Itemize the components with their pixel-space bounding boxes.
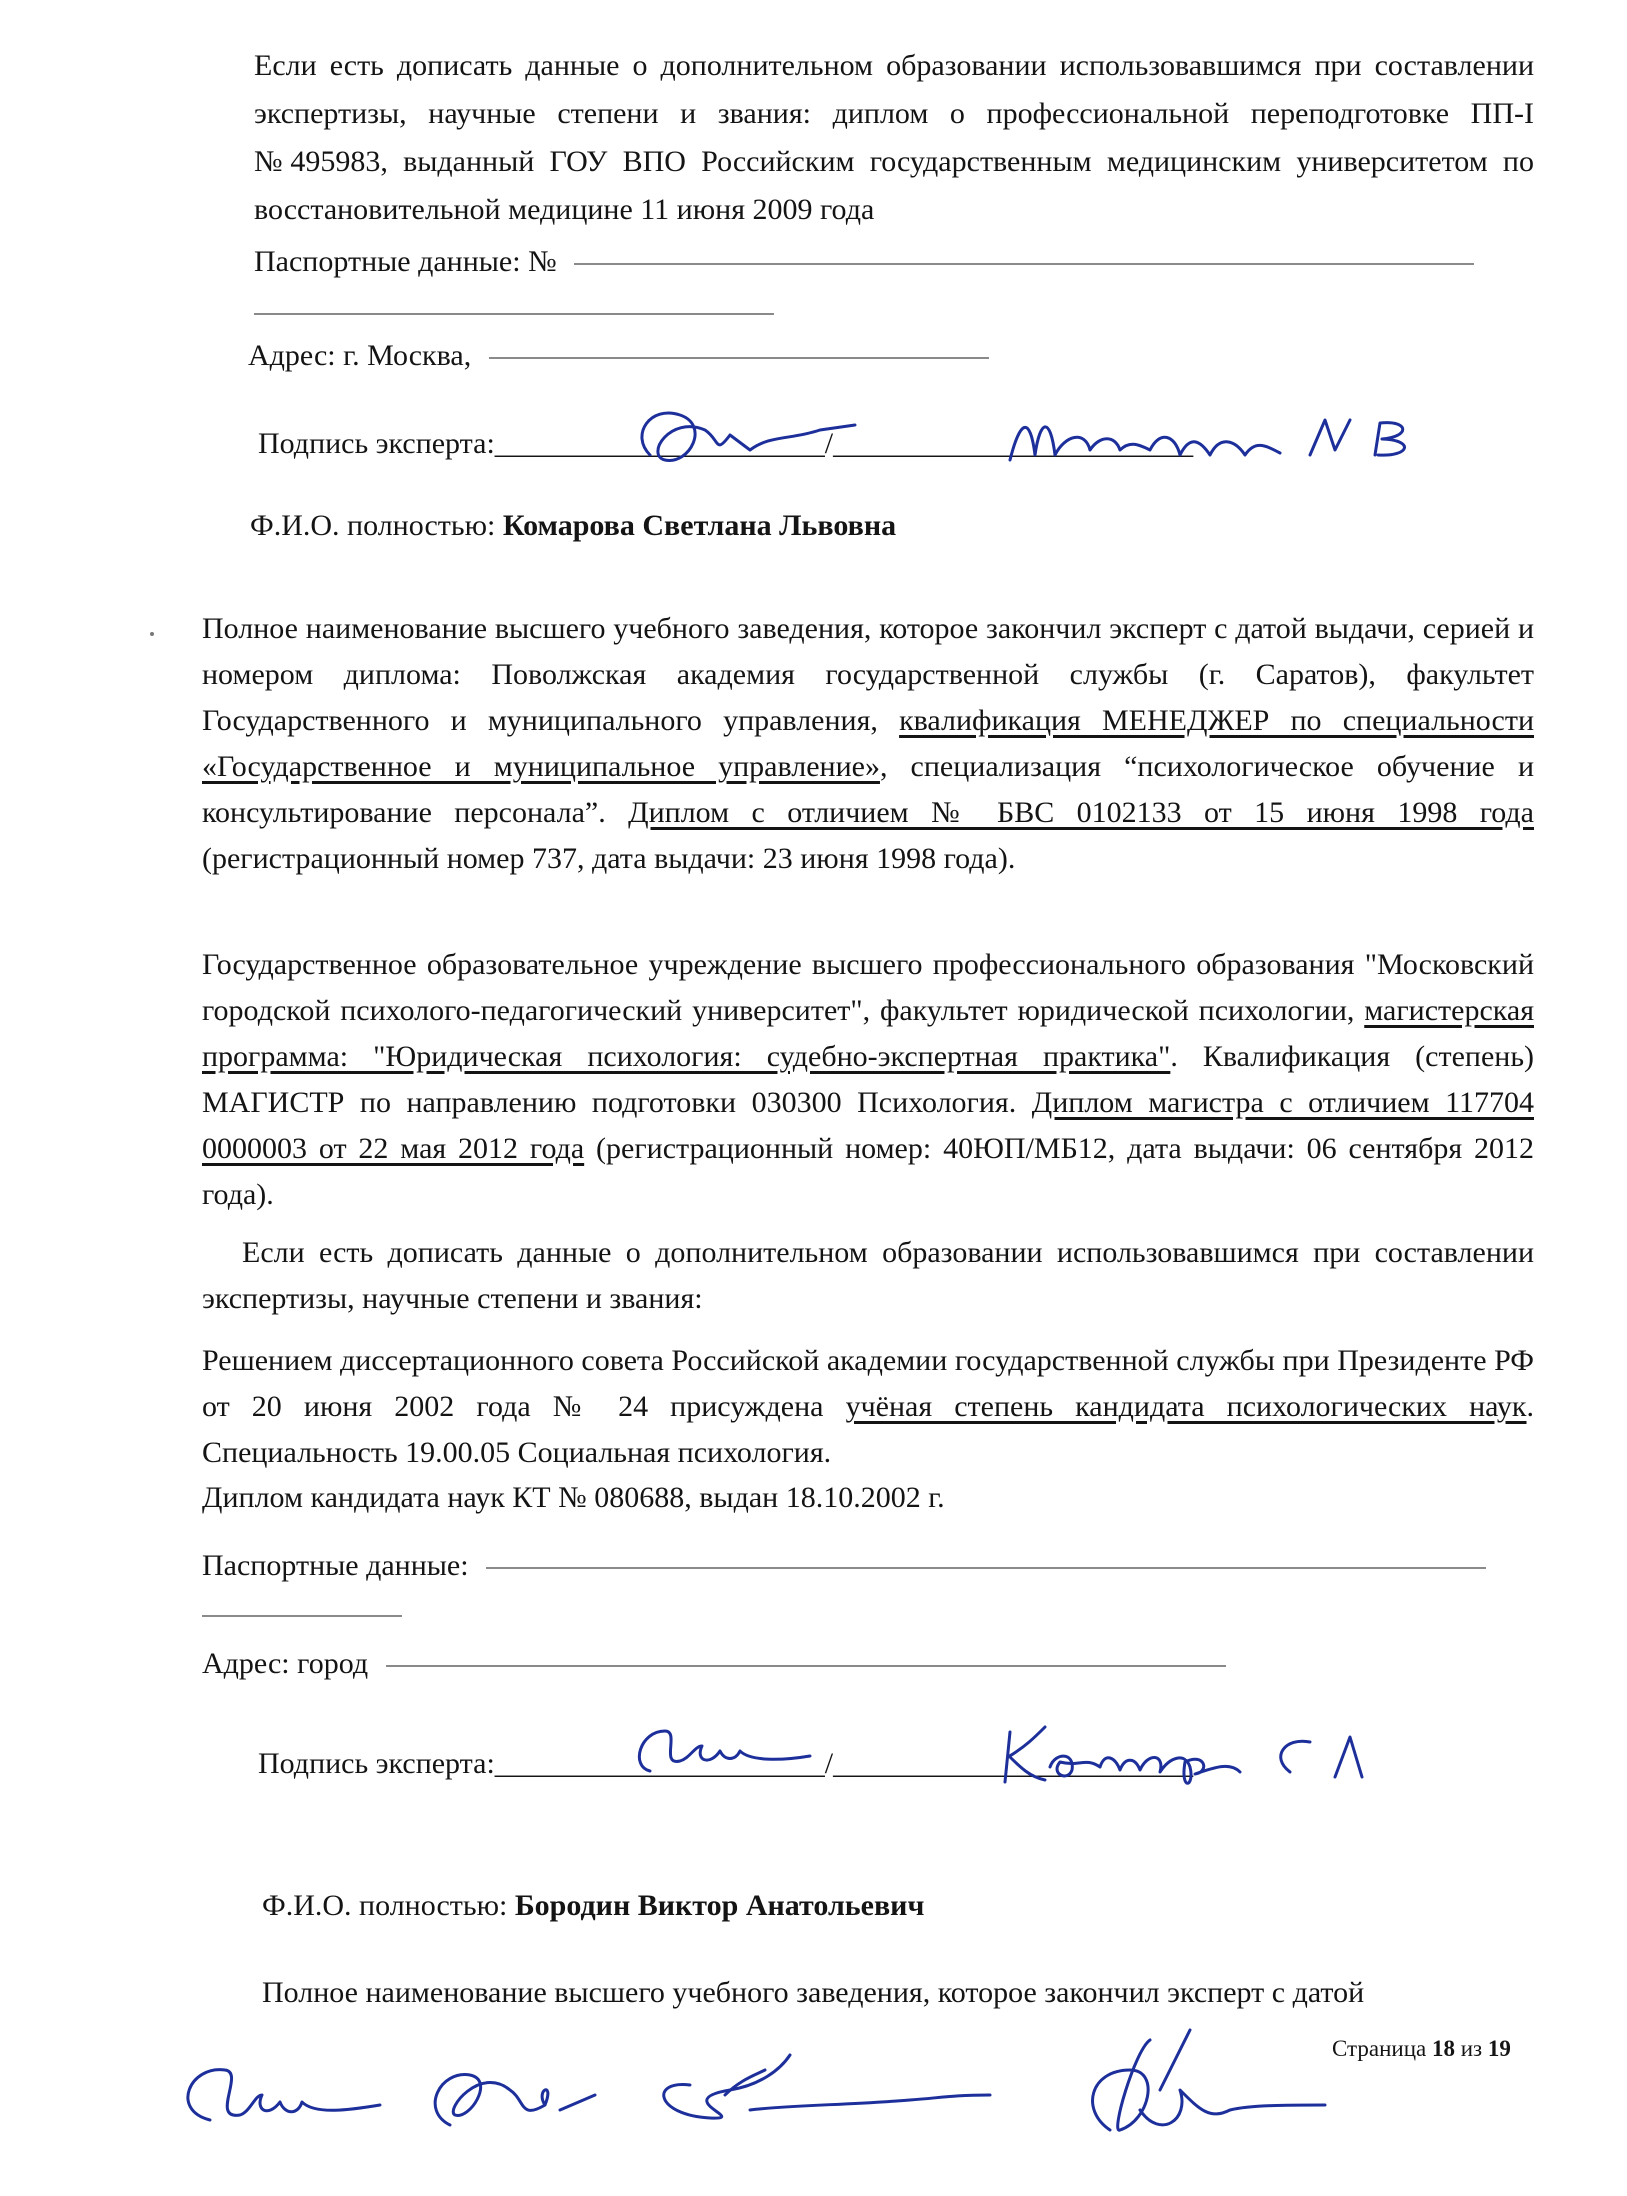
text-segment: (регистрационный номер 737, дата выдачи: 23 июня 1998 года). — [202, 842, 1016, 875]
expert3-fio-label: Ф.И.О. полностью: — [262, 1889, 508, 1922]
expert1-handwritten-name — [990, 395, 1450, 485]
signature-dash-line: ______________________/________________________ — [494, 1747, 1194, 1780]
redacted-text — [489, 351, 989, 365]
text-segment: Государственное образовательное учреждение высшего профессионального образования "Московский городской психолого-педагогический университет", факультет юридической психологии, — [202, 948, 1534, 1027]
redacted-text — [574, 257, 1474, 271]
expert2-diploma: Диплом кандидата наук КТ № 080688, выдан 18.10.2002 г. — [202, 1481, 945, 1514]
text-segment: , специализация “психологическое обучение и консультирование персонала”. — [202, 750, 1534, 829]
expert3-education-start: Полное наименование высшего учебного заведения, которое закончил эксперт с датой — [262, 1976, 1365, 2009]
redacted-text — [486, 1561, 1486, 1575]
expert2-address-label: Адрес: город — [202, 1647, 369, 1680]
expert2-signature-label: Подпись эксперта: — [258, 1747, 495, 1780]
expert1-address-label: Адрес: г. Москва, — [248, 339, 472, 372]
expert1-address-line — [248, 336, 989, 376]
text-segment: Полное наименование высшего учебного заведения, которое закончил эксперт с датой выдачи, серией и номером диплома: Поволжская академия государственной службы (г. Саратов), факультет Государственного и муниципального управления, — [202, 612, 1534, 737]
underlined-text: квалификация МЕНЕДЖЕР по специальности «Государственное и муниципальное управление» — [202, 704, 1535, 783]
expert2-fio-label: Ф.И.О. полностью: — [250, 509, 496, 542]
underlined-text: учёная степень кандидата психологических наук — [845, 1390, 1527, 1423]
expert2-passport-label: Паспортные данные: — [202, 1549, 469, 1582]
footer-initials-signatures — [150, 2010, 1450, 2180]
expert2-handwritten-name — [990, 1712, 1460, 1802]
page-total: 19 — [1487, 2036, 1511, 2061]
expert2-address-line — [202, 1644, 1226, 1684]
expert2-education-1 — [202, 606, 1534, 882]
underlined-text: магистерская программа: "Юридическая психология: судебно-экспертная практика" — [202, 994, 1534, 1073]
expert1-additional-education: Если есть дописать данные о дополнительном образовании использовавшимся при составлении экспертизы, научные степени и звания: диплом о профессиональной переподготовке ПП-I №495983, выданный ГОУ ВПО Российским государственным медицинским университетом по восстановительной медицине 11 июня 2009 года — [254, 49, 1534, 226]
text-segment: Решением диссертационного совета Российской академии государственной службы при Президенте РФ от 20 июня 2002 года № 24 присуждена — [202, 1344, 1534, 1423]
signature-dash-line: ______________________/________________________ — [494, 427, 1194, 460]
expert1-passport-line2 — [254, 292, 774, 332]
page-current: 18 — [1431, 2036, 1455, 2061]
expert1-signature — [620, 395, 880, 485]
page-prefix: Страница — [1332, 2036, 1427, 2061]
expert2-education-2 — [202, 942, 1534, 1218]
expert1-signature-label: Подпись эксперта: — [258, 427, 495, 460]
expert1-passport-value: № — [528, 245, 557, 278]
expert2-passport-line2 — [202, 1594, 402, 1634]
expert2-passport-line — [202, 1546, 1486, 1586]
expert1-passport-line — [254, 242, 1474, 282]
expert1-passport-label: Паспортные данные: — [254, 245, 521, 278]
redacted-text — [254, 307, 774, 321]
margin-mark — [150, 632, 154, 636]
text-segment: . Специальность 19.00.05 Социальная психология. — [202, 1390, 1535, 1469]
expert2-fio-name: Комарова Светлана Львовна — [502, 509, 897, 542]
redacted-text — [386, 1659, 1226, 1673]
expert3-fio — [262, 1886, 924, 1926]
underlined-text: Диплом магистра с отличием 117704 0000003 от 22 мая 2012 года — [202, 1086, 1534, 1165]
redacted-text — [202, 1609, 402, 1623]
underlined-text: Диплом с отличием № БВС 0102133 от 15 июня 1998 года — [628, 796, 1534, 829]
expert2-fio — [250, 506, 896, 546]
expert2-degree — [202, 1338, 1534, 1476]
text-segment: (регистрационный номер: 40ЮП/МБ12, дата выдачи: 06 сентября 2012 года). — [202, 1132, 1534, 1211]
expert2-signature — [610, 1716, 850, 1796]
text-segment: . Квалификация (степень) МАГИСТР по направлению подготовки 030300 Психология. — [202, 1040, 1534, 1119]
page-sep: из — [1460, 2036, 1483, 2061]
expert3-fio-name: Бородин Виктор Анатольевич — [514, 1889, 925, 1922]
expert2-additional-education: Если есть дописать данные о дополнительном образовании использовавшимся при составлении экспертизы, научные степени и звания: — [202, 1236, 1534, 1315]
